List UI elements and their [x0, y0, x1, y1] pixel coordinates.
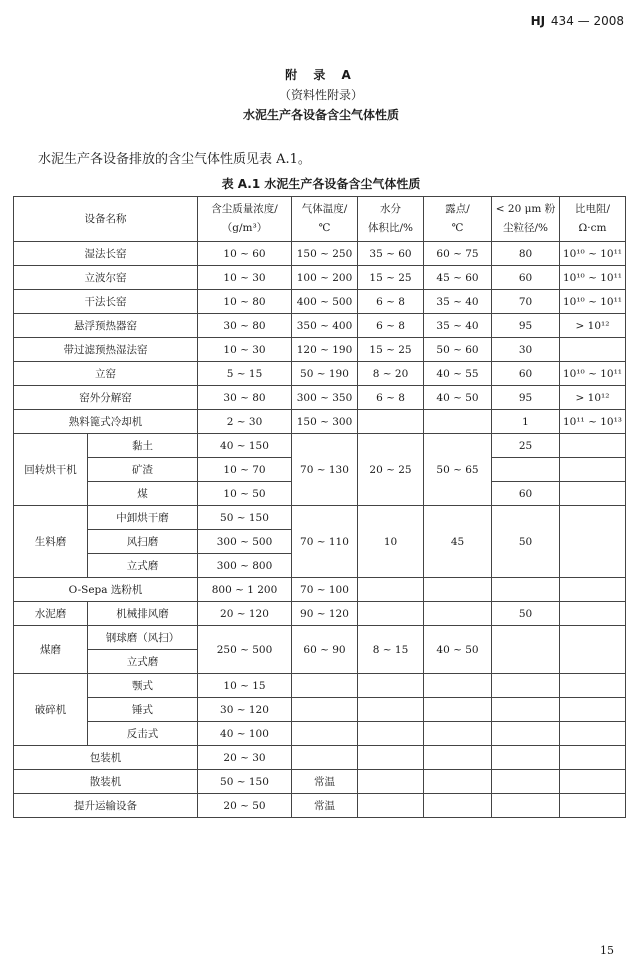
cell-resistivity	[560, 602, 626, 626]
appendix-title: 附 录 A	[285, 68, 357, 82]
table-header-row	[14, 197, 626, 242]
table-row	[14, 242, 626, 266]
cell-particle-size: 30	[492, 338, 560, 362]
cell-moisture	[358, 674, 424, 698]
equipment-name: 散装机	[14, 770, 198, 794]
cell-moisture	[358, 794, 424, 818]
equipment-name: 立窑	[14, 362, 198, 386]
cell-dew-point: 40 ~ 55	[424, 362, 492, 386]
standard-code-number: 434 — 2008	[550, 14, 624, 28]
header-concentration: 含尘质量浓度/ （g/m³）	[198, 197, 292, 242]
cell-resistivity	[560, 770, 626, 794]
cell-concentration: 300 ~ 800	[198, 554, 292, 578]
table-row	[14, 578, 626, 602]
cell-resistivity: 10¹⁰ ~ 10¹¹	[560, 242, 626, 266]
cell-moisture	[358, 770, 424, 794]
cell-resistivity	[560, 458, 626, 482]
cell-temperature	[292, 674, 358, 698]
cell-concentration: 30 ~ 80	[198, 386, 292, 410]
appendix-subtitle: （资料性附录）	[278, 88, 363, 102]
cell-concentration: 30 ~ 120	[198, 698, 292, 722]
cell-resistivity: > 10¹²	[560, 386, 626, 410]
cell-concentration: 10 ~ 60	[198, 242, 292, 266]
cell-concentration: 10 ~ 30	[198, 338, 292, 362]
cell-temperature	[292, 722, 358, 746]
cell-temperature	[292, 746, 358, 770]
cell-particle-size: 95	[492, 386, 560, 410]
equipment-group-name: 回转烘干机	[14, 434, 88, 506]
cell-concentration: 40 ~ 100	[198, 722, 292, 746]
table-row	[14, 410, 626, 434]
cell-concentration: 10 ~ 80	[198, 290, 292, 314]
cell-concentration: 20 ~ 50	[198, 794, 292, 818]
cell-particle-size: 60	[492, 482, 560, 506]
table-row	[14, 290, 626, 314]
cell-temperature: 70 ~ 100	[292, 578, 358, 602]
header-dew-point: 露点/ ℃	[424, 197, 492, 242]
cell-concentration: 50 ~ 150	[198, 770, 292, 794]
cell-moisture: 10	[358, 506, 424, 578]
cell-dew-point: 45	[424, 506, 492, 578]
equipment-name: 带过滤预热湿法窑	[14, 338, 198, 362]
cell-temperature: 300 ~ 350	[292, 386, 358, 410]
cell-concentration: 20 ~ 30	[198, 746, 292, 770]
cell-particle-size	[492, 722, 560, 746]
cell-concentration: 250 ~ 500	[198, 626, 292, 674]
cell-resistivity: > 10¹²	[560, 314, 626, 338]
equipment-group-name: 生料磨	[14, 506, 88, 578]
cell-concentration: 5 ~ 15	[198, 362, 292, 386]
cell-dew-point	[424, 722, 492, 746]
cell-particle-size: 1	[492, 410, 560, 434]
cell-dew-point: 50 ~ 60	[424, 338, 492, 362]
cell-temperature: 150 ~ 300	[292, 410, 358, 434]
cell-moisture: 8 ~ 15	[358, 626, 424, 674]
cell-resistivity: 10¹⁰ ~ 10¹¹	[560, 290, 626, 314]
cell-dew-point: 35 ~ 40	[424, 314, 492, 338]
equipment-name: 悬浮预热器窑	[14, 314, 198, 338]
equipment-sub-name: 反击式	[88, 722, 198, 746]
cell-concentration: 40 ~ 150	[198, 434, 292, 458]
cell-resistivity: 10¹⁰ ~ 10¹¹	[560, 266, 626, 290]
cell-temperature: 120 ~ 190	[292, 338, 358, 362]
cell-concentration: 2 ~ 30	[198, 410, 292, 434]
cell-particle-size	[492, 674, 560, 698]
equipment-sub-name: 立式磨	[88, 554, 198, 578]
cell-concentration: 20 ~ 120	[198, 602, 292, 626]
cell-concentration: 10 ~ 50	[198, 482, 292, 506]
table-row	[14, 266, 626, 290]
cell-particle-size	[492, 746, 560, 770]
cell-dew-point: 40 ~ 50	[424, 386, 492, 410]
cell-particle-size	[492, 578, 560, 602]
equipment-name: 提升运输设备	[14, 794, 198, 818]
cell-dew-point	[424, 770, 492, 794]
standard-code-prefix: HJ	[530, 14, 546, 28]
equipment-name: 干法长窑	[14, 290, 198, 314]
page-number: 15	[600, 944, 614, 957]
cell-temperature: 70 ~ 110	[292, 506, 358, 578]
cell-resistivity	[560, 722, 626, 746]
cell-temperature: 150 ~ 250	[292, 242, 358, 266]
cell-particle-size	[492, 698, 560, 722]
equipment-sub-name: 锤式	[88, 698, 198, 722]
equipment-sub-name: 机械排风磨	[88, 602, 198, 626]
cell-resistivity	[560, 698, 626, 722]
equipment-sub-name: 颚式	[88, 674, 198, 698]
cell-dew-point	[424, 674, 492, 698]
equipment-name: 包装机	[14, 746, 198, 770]
equipment-group-name: 破碎机	[14, 674, 88, 746]
header-equipment: 设备名称	[14, 197, 198, 242]
cell-temperature: 常温	[292, 794, 358, 818]
equipment-name: 熟料篦式冷却机	[14, 410, 198, 434]
appendix-heading: 水泥生产各设备含尘气体性质	[242, 108, 399, 122]
cell-particle-size: 70	[492, 290, 560, 314]
equipment-sub-name: 立式磨	[88, 650, 198, 674]
table-row	[14, 746, 626, 770]
cell-particle-size	[492, 458, 560, 482]
cell-temperature: 50 ~ 190	[292, 362, 358, 386]
cell-dew-point	[424, 602, 492, 626]
equipment-name: 窑外分解窑	[14, 386, 198, 410]
table-caption: 表 A.1 水泥生产各设备含尘气体性质	[221, 177, 421, 191]
table-row	[14, 770, 626, 794]
cell-dew-point	[424, 578, 492, 602]
cell-moisture: 6 ~ 8	[358, 314, 424, 338]
cell-moisture	[358, 698, 424, 722]
cell-particle-size: 80	[492, 242, 560, 266]
equipment-name: 立波尔窑	[14, 266, 198, 290]
cell-particle-size	[492, 770, 560, 794]
cell-temperature: 100 ~ 200	[292, 266, 358, 290]
cell-particle-size: 50	[492, 506, 560, 578]
cell-dew-point: 40 ~ 50	[424, 626, 492, 674]
cell-temperature: 常温	[292, 770, 358, 794]
cell-particle-size: 95	[492, 314, 560, 338]
cell-particle-size: 25	[492, 434, 560, 458]
cell-moisture	[358, 410, 424, 434]
cell-concentration: 10 ~ 30	[198, 266, 292, 290]
cell-dew-point: 45 ~ 60	[424, 266, 492, 290]
cell-temperature: 70 ~ 130	[292, 434, 358, 506]
cell-concentration: 50 ~ 150	[198, 506, 292, 530]
equipment-sub-name: 风扫磨	[88, 530, 198, 554]
cell-resistivity	[560, 338, 626, 362]
cell-resistivity	[560, 626, 626, 674]
cell-resistivity	[560, 506, 626, 578]
table-row	[14, 626, 626, 650]
cell-moisture: 6 ~ 8	[358, 386, 424, 410]
cell-concentration: 10 ~ 15	[198, 674, 292, 698]
table-row	[14, 386, 626, 410]
cell-dew-point	[424, 794, 492, 818]
equipment-sub-name: 黏土	[88, 434, 198, 458]
equipment-group-name: 水泥磨	[14, 602, 88, 626]
cell-particle-size	[492, 626, 560, 674]
cell-moisture	[358, 578, 424, 602]
cell-dew-point	[424, 698, 492, 722]
table-row	[14, 722, 626, 746]
cell-temperature: 90 ~ 120	[292, 602, 358, 626]
table-row	[14, 362, 626, 386]
cell-particle-size: 60	[492, 266, 560, 290]
cell-moisture	[358, 602, 424, 626]
header-temperature: 气体温度/ ℃	[292, 197, 358, 242]
dust-gas-properties-table	[13, 196, 626, 818]
cell-temperature: 60 ~ 90	[292, 626, 358, 674]
cell-particle-size: 50	[492, 602, 560, 626]
cell-temperature: 400 ~ 500	[292, 290, 358, 314]
cell-dew-point: 35 ~ 40	[424, 290, 492, 314]
equipment-name: O-Sepa 选粉机	[14, 578, 198, 602]
table-row	[14, 314, 626, 338]
cell-dew-point: 50 ~ 65	[424, 434, 492, 506]
standard-code	[531, 14, 624, 28]
cell-moisture	[358, 746, 424, 770]
table-row	[14, 698, 626, 722]
cell-resistivity	[560, 794, 626, 818]
header-particle-size: < 20 μm 粉 尘粒径/%	[492, 197, 560, 242]
cell-moisture: 15 ~ 25	[358, 338, 424, 362]
cell-concentration: 10 ~ 70	[198, 458, 292, 482]
cell-resistivity	[560, 746, 626, 770]
cell-concentration: 300 ~ 500	[198, 530, 292, 554]
cell-resistivity: 10¹⁰ ~ 10¹¹	[560, 362, 626, 386]
cell-dew-point: 60 ~ 75	[424, 242, 492, 266]
cell-resistivity	[560, 578, 626, 602]
cell-resistivity	[560, 434, 626, 458]
cell-temperature: 350 ~ 400	[292, 314, 358, 338]
cell-resistivity	[560, 482, 626, 506]
table-row	[14, 794, 626, 818]
equipment-name: 湿法长窑	[14, 242, 198, 266]
cell-dew-point	[424, 746, 492, 770]
cell-moisture	[358, 722, 424, 746]
cell-moisture: 8 ~ 20	[358, 362, 424, 386]
header-moisture: 水分 体积比/%	[358, 197, 424, 242]
cell-dew-point	[424, 410, 492, 434]
equipment-sub-name: 中卸烘干磨	[88, 506, 198, 530]
intro-paragraph: 水泥生产各设备排放的含尘气体性质见表 A.1。	[38, 152, 311, 167]
cell-resistivity	[560, 674, 626, 698]
table-row	[14, 674, 626, 698]
cell-moisture: 20 ~ 25	[358, 434, 424, 506]
equipment-group-name: 煤磨	[14, 626, 88, 674]
table-row	[14, 338, 626, 362]
table-row	[14, 602, 626, 626]
table-row	[14, 434, 626, 458]
cell-moisture: 6 ~ 8	[358, 290, 424, 314]
cell-moisture: 15 ~ 25	[358, 266, 424, 290]
equipment-sub-name: 钢球磨（风扫）	[88, 626, 198, 650]
cell-concentration: 30 ~ 80	[198, 314, 292, 338]
cell-moisture: 35 ~ 60	[358, 242, 424, 266]
cell-particle-size	[492, 794, 560, 818]
cell-concentration: 800 ~ 1 200	[198, 578, 292, 602]
header-resistivity: 比电阻/ Ω·cm	[560, 197, 626, 242]
cell-resistivity: 10¹¹ ~ 10¹³	[560, 410, 626, 434]
equipment-sub-name: 矿渣	[88, 458, 198, 482]
cell-particle-size: 60	[492, 362, 560, 386]
table-row	[14, 506, 626, 530]
cell-temperature	[292, 698, 358, 722]
equipment-sub-name: 煤	[88, 482, 198, 506]
